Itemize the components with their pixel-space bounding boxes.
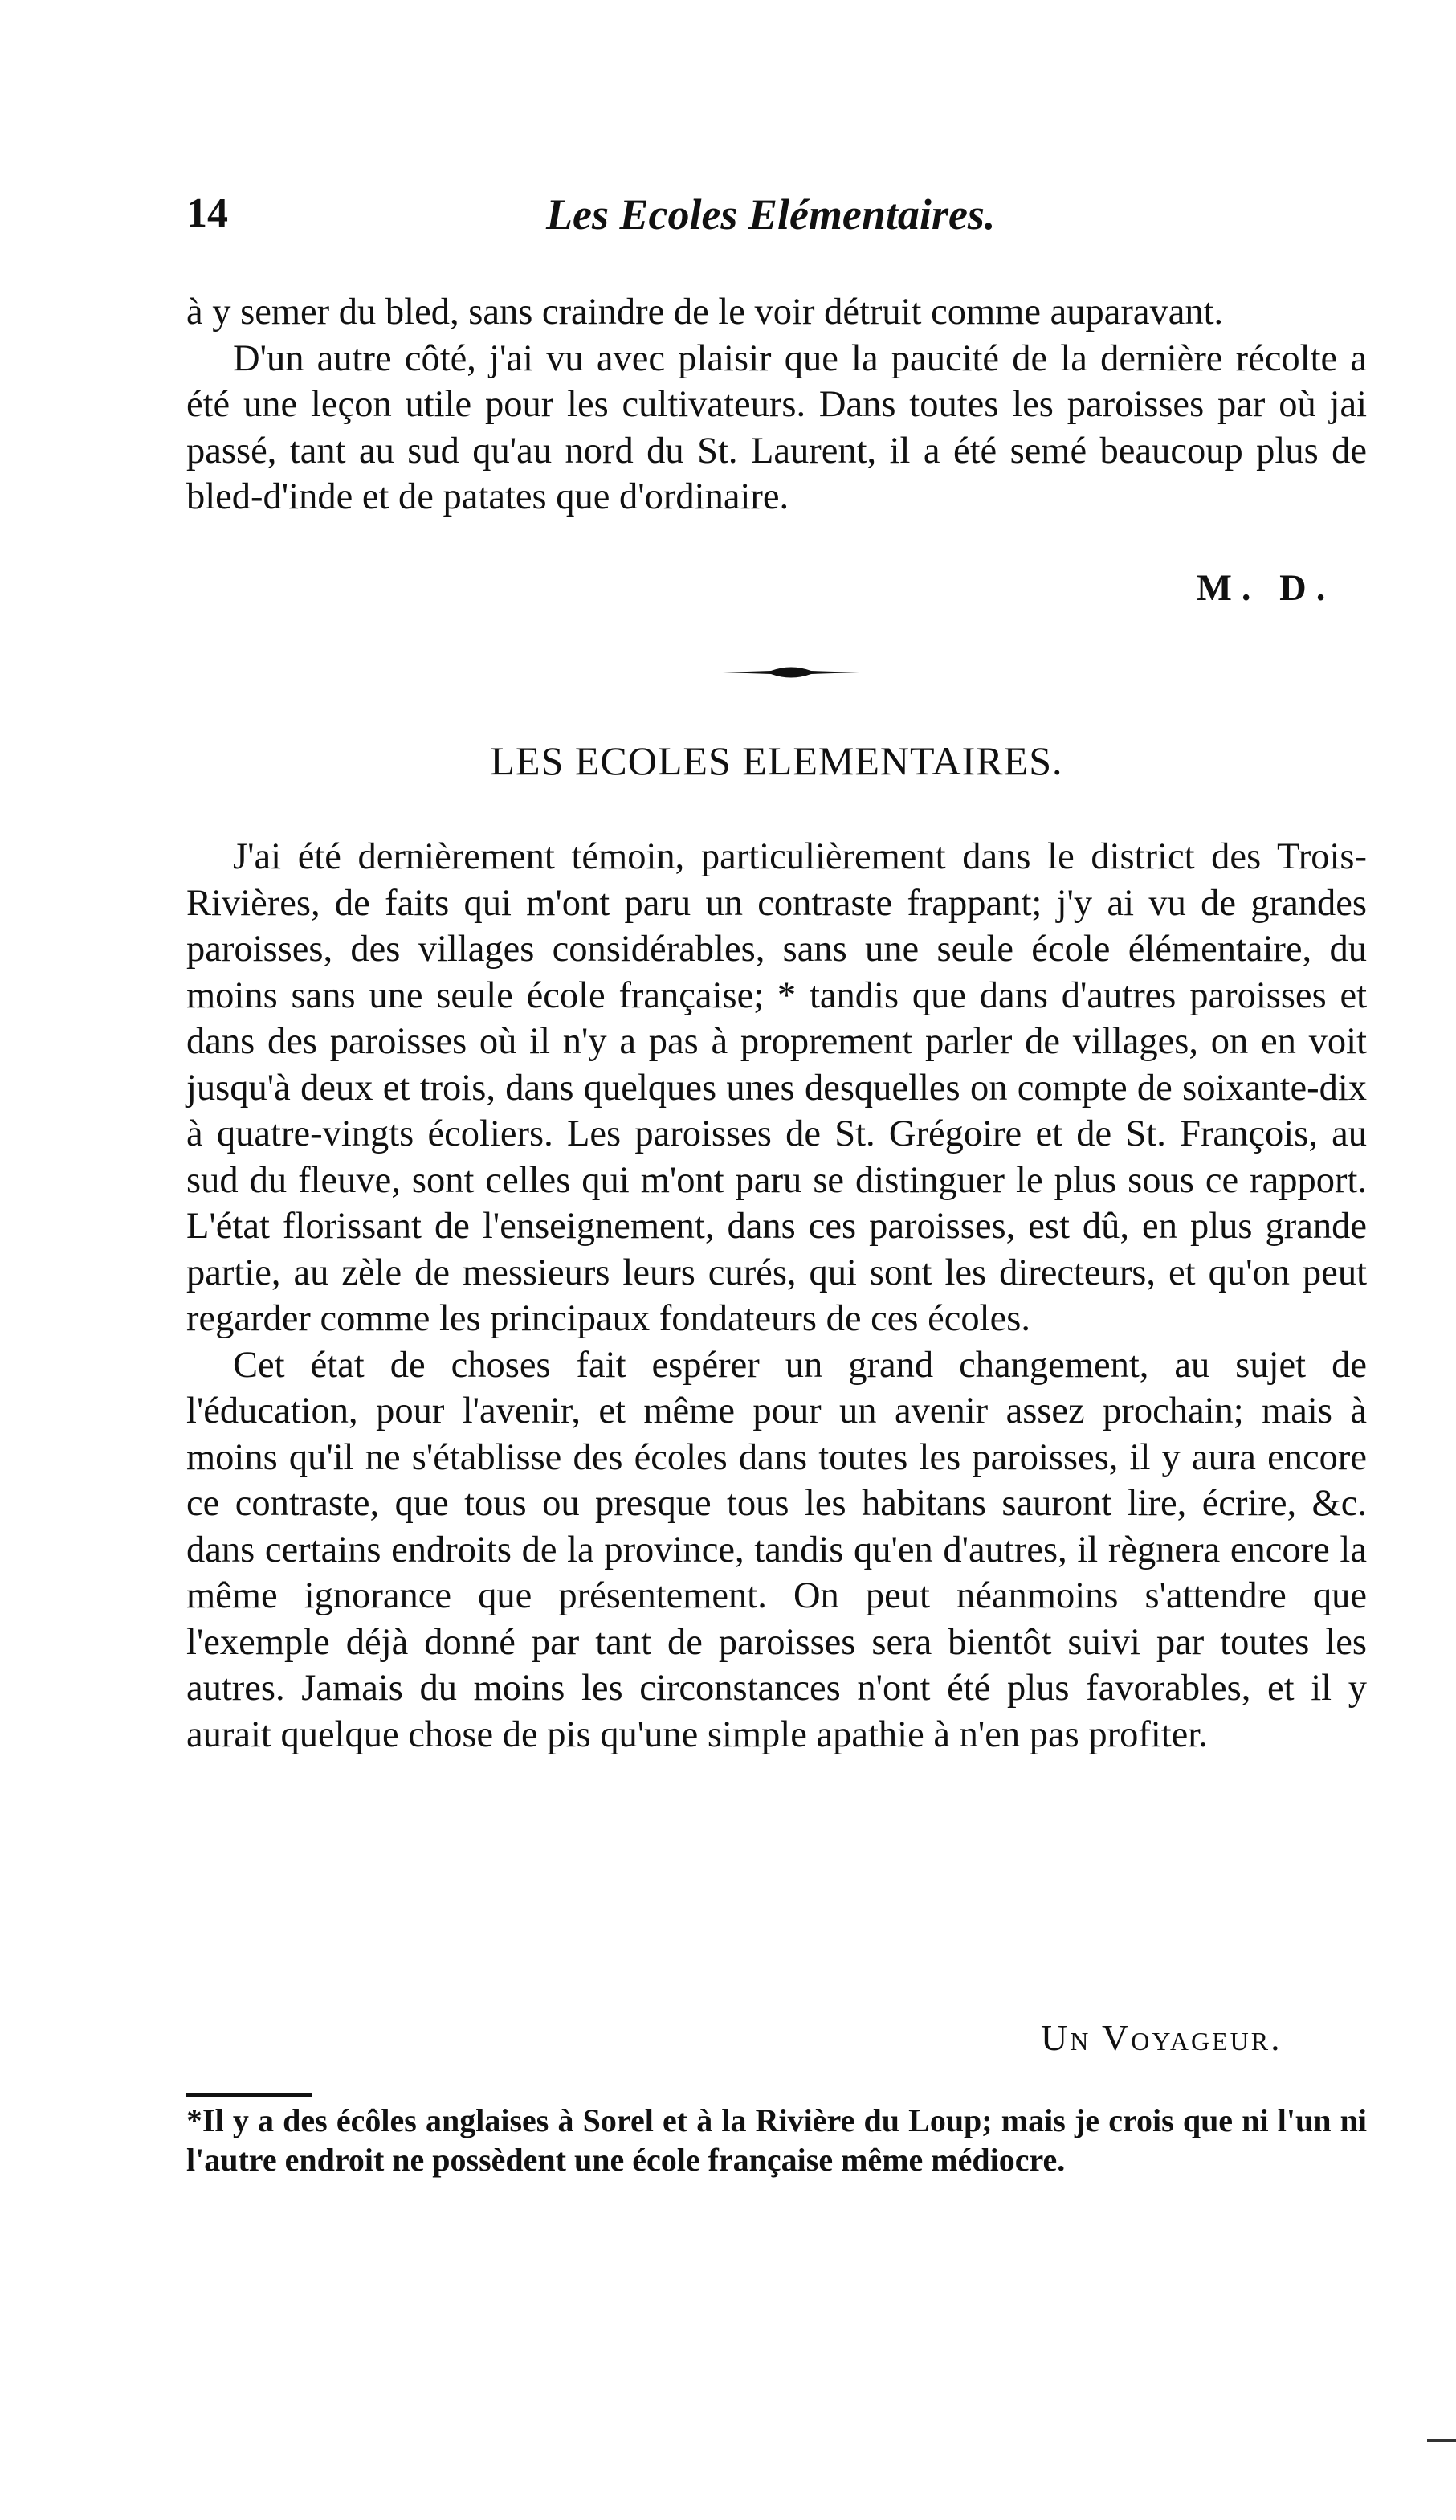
paragraph: Cet état de choses fait espérer un grand changement, au sujet de l'éducation, pour l'avenir, et même pour un avenir assez prochain; mais à moins qu'il ne s'établisse des écoles dans toutes les paroisses, il y aura encore ce contraste, que tous ou presque tous les habitans sauront lire, écrire, &c. dans certains endroits de la province, tandis qu'en d'autres, il règnera encore la même ignorance que présentement. On peut néanmoins s'attendre que l'exemple déjà donné par tant de paroisses sera bientôt suivi par toutes les autres. Jamais du moins les circonstances n'ont été plus favorables, et il y aurait quelque chose de pis qu'une simple apathie à n'en pas profiter.	[186, 1344, 1367, 1755]
section-divider-ornament	[723, 664, 859, 681]
footnote: *Il y a des écôles anglaises à Sorel et à la Rivière du Loup; mais je crois que ni l'un ni l'autre endroit ne possèdent une école française même médiocre.	[186, 2102, 1367, 2178]
section-title: LES ECOLES ELEMENTAIRES.	[490, 738, 1063, 783]
paragraph: à y semer du bled, sans craindre de le voir détruit comme auparavant.	[186, 292, 1224, 333]
footnote-rule	[186, 2093, 312, 2097]
page-header	[186, 190, 1367, 246]
section-signature: Un Voyageur.	[1041, 2017, 1283, 2058]
article-signature: M. D.	[1197, 568, 1336, 609]
section-body-text	[186, 834, 1367, 1758]
paragraph: J'ai été dernièrement témoin, particulièrement dans le district des Trois-Rivières, de faits qui m'ont paru un contraste frappant; j'y ai vu de grandes paroisses, des villages considérables, sans une seule école élémentaire, du moins sans une seule école française; * tandis que dans d'autres paroisses et dans des paroisses où il n'y a pas à proprement parler de villages, on en voit jusqu'à deux et trois, dans quelques unes desquelles on compte de soixante-dix à quatre-vingts écoliers. Les paroisses de St. Grégoire et de St. François, au sud du fleuve, sont celles qui m'ont paru se distinguer le plus sous ce rapport. L'état florissant de l'enseignement, dans ces paroisses, est dû, en plus grande partie, au zèle de messieurs leurs curés, qui sont les directeurs, et qu'on peut regarder comme les principaux fondateurs de ces écoles.	[186, 836, 1367, 1339]
previous-article-text	[186, 289, 1367, 521]
running-title: Les Ecoles Elémentaires.	[546, 190, 996, 239]
paragraph: D'un autre côté, j'ai vu avec plaisir que la paucité de la dernière récolte a été une leçon utile pour les cultivateurs. Dans toutes les paroisses par où jai passé, tant au sud qu'au nord du St. Laurent, il a été semé beaucoup plus de bled-d'inde et de patates que d'ordinaire.	[186, 337, 1367, 517]
page-number: 14	[186, 190, 228, 236]
page-edge-mark	[1427, 2439, 1456, 2442]
